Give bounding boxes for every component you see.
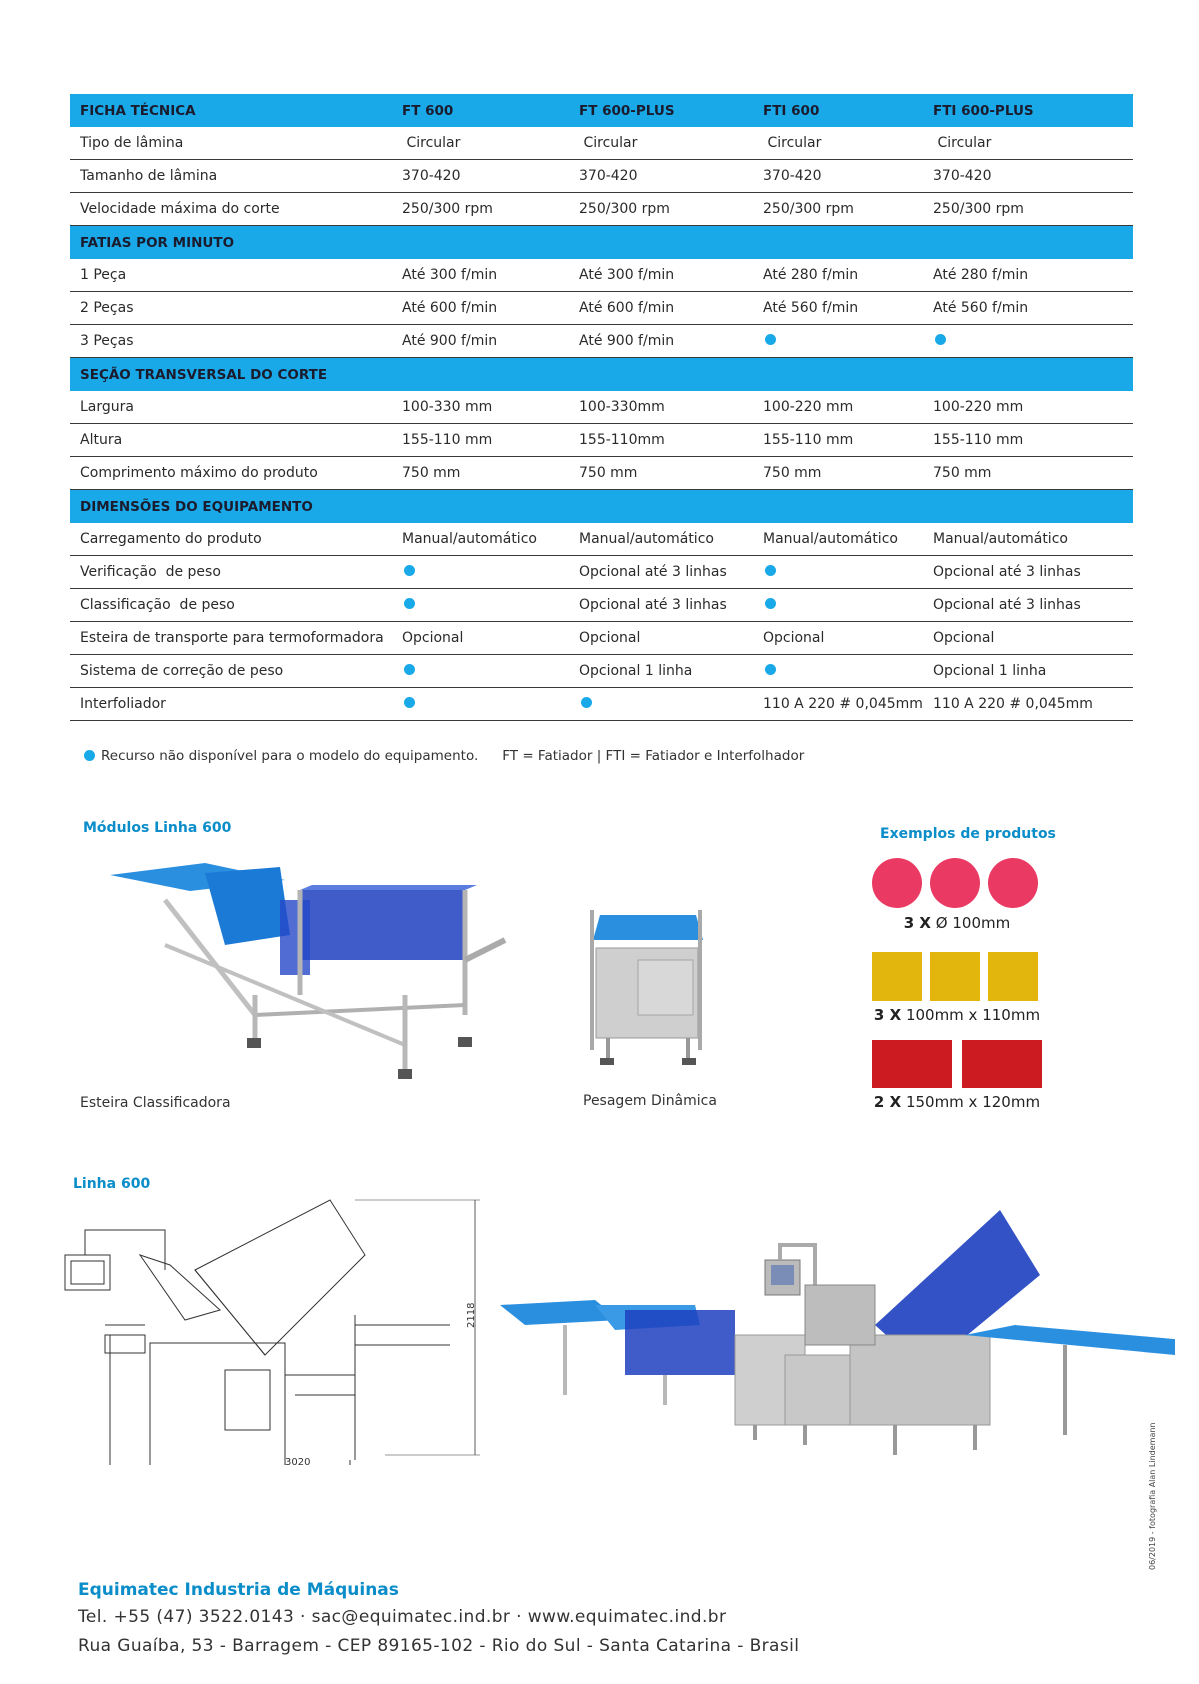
cell-value — [923, 688, 1133, 721]
column-header: FTI 600-PLUS — [923, 94, 1133, 127]
address-line: Rua Guaíba, 53 - Barragem - CEP 89165-102 - Rio do Sul - Santa Catarina - Brasil — [78, 1636, 800, 1656]
cell-value — [392, 523, 569, 556]
cell-text: Circular — [933, 135, 992, 151]
cell-text: Até 280 f/min — [763, 267, 859, 283]
section-header — [70, 94, 1133, 127]
product-label-rect — [857, 1093, 1057, 1111]
cell-value — [753, 655, 923, 688]
table-row — [70, 193, 1133, 226]
cell-text: 2 Peças — [80, 300, 134, 316]
product-round-2 — [930, 858, 980, 908]
header-spacer — [923, 358, 1133, 392]
cell-text: Opcional — [579, 630, 641, 646]
cell-text: Opcional — [402, 630, 464, 646]
line600-title: Linha 600 — [73, 1176, 151, 1192]
cell-text: Manual/automático — [579, 531, 714, 547]
cell-value — [923, 655, 1133, 688]
line600-technical-drawing — [55, 1195, 495, 1465]
spec-table — [70, 94, 1133, 721]
cell-value — [392, 325, 569, 358]
table-row — [70, 523, 1133, 556]
section-title: FICHA TÉCNICA — [70, 94, 392, 127]
table-row — [70, 259, 1133, 292]
table-row — [70, 325, 1133, 358]
cell-text: Circular — [402, 135, 461, 151]
cell-text: Manual/automático — [763, 531, 898, 547]
section-header — [70, 490, 1133, 524]
table-row — [70, 655, 1133, 688]
product-round-1 — [872, 858, 922, 908]
cell-text: 3 Peças — [80, 333, 134, 349]
cell-text: Largura — [80, 399, 134, 415]
cell-text: 750 mm — [402, 465, 461, 481]
header-spacer — [753, 490, 923, 524]
section-header — [70, 358, 1133, 392]
cell-text: Até 900 f/min — [579, 333, 675, 349]
cell-value — [923, 193, 1133, 226]
product-rect-1 — [872, 1040, 952, 1088]
unavailable-dot-icon — [765, 565, 776, 576]
cell-value — [923, 160, 1133, 193]
cell-value — [569, 292, 753, 325]
cell-value — [569, 622, 753, 655]
cell-text: 155-110 mm — [402, 432, 493, 448]
column-header: FT 600 — [392, 94, 569, 127]
cell-value — [392, 457, 569, 490]
cell-value — [392, 292, 569, 325]
header-spacer — [753, 358, 923, 392]
unavailable-dot-icon — [404, 565, 415, 576]
row-label — [70, 259, 392, 292]
header-spacer — [569, 226, 753, 260]
row-label — [70, 688, 392, 721]
caption-dynamic-weighing: Pesagem Dinâmica — [583, 1093, 717, 1109]
product-count: 3 X — [873, 1006, 902, 1024]
cell-value — [569, 655, 753, 688]
product-rect-2 — [962, 1040, 1042, 1088]
header-spacer — [753, 226, 923, 260]
cell-value — [392, 160, 569, 193]
cell-value — [392, 259, 569, 292]
table-row — [70, 391, 1133, 424]
cell-text: 155-110 mm — [763, 432, 854, 448]
cell-text: 750 mm — [933, 465, 992, 481]
cell-value — [923, 457, 1133, 490]
cell-value — [753, 160, 923, 193]
cell-text: 155-110 mm — [933, 432, 1024, 448]
unavailable-dot-icon — [404, 697, 415, 708]
table-row — [70, 127, 1133, 160]
cell-value — [923, 127, 1133, 160]
cell-value — [569, 160, 753, 193]
section-title: DIMENSÕES DO EQUIPAMENTO — [70, 490, 392, 524]
row-label — [70, 127, 392, 160]
product-count: 2 X — [873, 1093, 902, 1111]
cell-value — [923, 391, 1133, 424]
column-header: FTI 600 — [753, 94, 923, 127]
cell-value — [569, 457, 753, 490]
cell-value — [392, 556, 569, 589]
cell-value — [392, 391, 569, 424]
table-row — [70, 457, 1133, 490]
product-square-2 — [930, 952, 980, 1001]
cell-text: Sistema de correção de peso — [80, 663, 284, 679]
cell-text: Circular — [579, 135, 638, 151]
cell-value — [569, 523, 753, 556]
cell-text: 370-420 — [402, 168, 461, 184]
cell-text: Opcional até 3 linhas — [579, 564, 727, 580]
cell-text: 250/300 rpm — [402, 201, 493, 217]
cell-value — [753, 523, 923, 556]
cell-text: 110 A 220 # 0,045mm — [933, 696, 1093, 712]
section-title: SEÇÃO TRANSVERSAL DO CORTE — [70, 358, 392, 392]
product-round-3 — [988, 858, 1038, 908]
cell-text: Opcional até 3 linhas — [579, 597, 727, 613]
cell-value — [753, 622, 923, 655]
cell-value — [569, 325, 753, 358]
cell-value — [392, 424, 569, 457]
unavailable-dot-icon — [404, 664, 415, 675]
cell-value — [392, 193, 569, 226]
cell-text: Até 600 f/min — [402, 300, 498, 316]
cell-value — [923, 325, 1133, 358]
cell-value — [753, 193, 923, 226]
cell-text: Até 560 f/min — [933, 300, 1029, 316]
cell-text: Opcional 1 linha — [933, 663, 1047, 679]
row-label — [70, 523, 392, 556]
row-label — [70, 325, 392, 358]
cell-text: Circular — [763, 135, 822, 151]
photo-credit: 06/2019 - fotografia Alan Lindemann — [1148, 1422, 1157, 1570]
header-spacer — [392, 226, 569, 260]
cell-text: 100-220 mm — [933, 399, 1024, 415]
row-label — [70, 424, 392, 457]
cell-value — [753, 424, 923, 457]
cell-text: Esteira de transporte para termoformadora — [80, 630, 384, 646]
cell-text: Classificação de peso — [80, 597, 235, 613]
cell-value — [569, 589, 753, 622]
row-label — [70, 556, 392, 589]
cell-text: Velocidade máxima do corte — [80, 201, 280, 217]
row-label — [70, 193, 392, 226]
cell-value — [392, 622, 569, 655]
cell-text: 750 mm — [579, 465, 638, 481]
cell-text: Opcional 1 linha — [579, 663, 693, 679]
table-row — [70, 292, 1133, 325]
cell-value — [923, 556, 1133, 589]
section-title: FATIAS POR MINUTO — [70, 226, 392, 260]
header-spacer — [569, 358, 753, 392]
cell-text: Até 900 f/min — [402, 333, 498, 349]
row-label — [70, 622, 392, 655]
cell-value — [569, 259, 753, 292]
cell-value — [753, 589, 923, 622]
column-header: FT 600-PLUS — [569, 94, 753, 127]
modules-title: Módulos Linha 600 — [83, 820, 232, 836]
cell-value — [569, 424, 753, 457]
cell-value — [753, 391, 923, 424]
cell-text: 370-420 — [579, 168, 638, 184]
unavailable-dot-icon — [765, 334, 776, 345]
cell-text: Até 300 f/min — [579, 267, 675, 283]
header-spacer — [392, 490, 569, 524]
product-square-3 — [988, 952, 1038, 1001]
product-label-round — [857, 914, 1057, 932]
cell-value — [392, 688, 569, 721]
cell-text: 250/300 rpm — [933, 201, 1024, 217]
cell-value — [569, 688, 753, 721]
row-label — [70, 391, 392, 424]
unavailable-dot-icon — [404, 598, 415, 609]
line600-photo — [495, 1195, 1175, 1465]
cell-value — [753, 127, 923, 160]
row-label — [70, 457, 392, 490]
cell-text: Até 280 f/min — [933, 267, 1029, 283]
cell-text: 1 Peça — [80, 267, 127, 283]
cell-value — [923, 523, 1133, 556]
row-label — [70, 160, 392, 193]
unavailable-dot-icon — [84, 750, 95, 761]
cell-text: 370-420 — [763, 168, 822, 184]
cell-value — [923, 424, 1133, 457]
product-label-square — [857, 1006, 1057, 1024]
cell-value — [923, 622, 1133, 655]
cell-value — [392, 127, 569, 160]
cell-value — [923, 589, 1133, 622]
cell-value — [753, 292, 923, 325]
product-count: 3 X — [903, 914, 931, 932]
cell-value — [753, 457, 923, 490]
cell-value — [569, 127, 753, 160]
cell-value — [923, 259, 1133, 292]
cell-text: 100-330 mm — [402, 399, 493, 415]
dimension-height: 2118 — [466, 1302, 477, 1328]
cell-text: Manual/automático — [933, 531, 1068, 547]
product-size: 150mm x 120mm — [905, 1093, 1041, 1111]
header-spacer — [569, 490, 753, 524]
product-size: 100mm — [947, 914, 1011, 932]
cell-value — [753, 556, 923, 589]
unavailable-dot-icon — [935, 334, 946, 345]
cell-text: 750 mm — [763, 465, 822, 481]
unavailable-dot-icon — [765, 664, 776, 675]
cell-value — [923, 292, 1133, 325]
table-row — [70, 160, 1133, 193]
table-row — [70, 622, 1133, 655]
table-row — [70, 688, 1133, 721]
cell-value — [753, 325, 923, 358]
cell-text: Até 600 f/min — [579, 300, 675, 316]
cell-text: Carregamento do produto — [80, 531, 262, 547]
cell-value — [753, 688, 923, 721]
unavailable-dot-icon — [581, 697, 592, 708]
row-label — [70, 655, 392, 688]
cell-text: Comprimento máximo do produto — [80, 465, 318, 481]
cell-text: Até 560 f/min — [763, 300, 859, 316]
header-spacer — [392, 358, 569, 392]
cell-value — [392, 589, 569, 622]
table-row — [70, 556, 1133, 589]
cell-value — [753, 259, 923, 292]
row-label — [70, 292, 392, 325]
caption-sorting-conveyor: Esteira Classificadora — [80, 1095, 231, 1111]
product-square-1 — [872, 952, 922, 1001]
cell-text: Opcional — [763, 630, 825, 646]
cell-value — [569, 556, 753, 589]
cell-text: Tipo de lâmina — [80, 135, 184, 151]
cell-value — [569, 391, 753, 424]
cell-value — [569, 193, 753, 226]
cell-text: 100-220 mm — [763, 399, 854, 415]
dynamic-weighing-image — [588, 900, 713, 1070]
section-header — [70, 226, 1133, 260]
legend — [82, 748, 804, 764]
company-name: Equimatec Industria de Máquinas — [78, 1580, 399, 1600]
diameter-symbol: Ø — [935, 914, 948, 932]
cell-text: 370-420 — [933, 168, 992, 184]
cell-text: Até 300 f/min — [402, 267, 498, 283]
legend-text: Recurso não disponível para o modelo do equipamento. — [101, 748, 479, 764]
cell-text: 110 A 220 # 0,045mm — [763, 696, 923, 712]
cell-text: Altura — [80, 432, 123, 448]
cell-text: Interfoliador — [80, 696, 166, 712]
cell-text: Manual/automático — [402, 531, 537, 547]
cell-text: 100-330mm — [579, 399, 665, 415]
contact-line: Tel. +55 (47) 3522.0143 · sac@equimatec.ind.br · www.equimatec.ind.br — [78, 1607, 727, 1627]
cell-text: Opcional até 3 linhas — [933, 564, 1081, 580]
table-row — [70, 589, 1133, 622]
legend-abbreviations: FT = Fatiador | FTI = Fatiador e Interfolhador — [502, 748, 805, 764]
sorting-conveyor-image — [105, 855, 515, 1085]
cell-text: 155-110mm — [579, 432, 665, 448]
cell-text: Opcional até 3 linhas — [933, 597, 1081, 613]
product-size: 100mm x 110mm — [905, 1006, 1041, 1024]
header-spacer — [923, 226, 1133, 260]
cell-text: Verificação de peso — [80, 564, 221, 580]
header-spacer — [923, 490, 1133, 524]
cell-text: 250/300 rpm — [763, 201, 854, 217]
unavailable-dot-icon — [765, 598, 776, 609]
row-label — [70, 589, 392, 622]
cell-text: Opcional — [933, 630, 995, 646]
cell-value — [392, 655, 569, 688]
products-title: Exemplos de produtos — [880, 826, 1056, 842]
dimension-width: 3020 — [285, 1457, 311, 1468]
table-row — [70, 424, 1133, 457]
cell-text: Tamanho de lâmina — [80, 168, 218, 184]
cell-text: 250/300 rpm — [579, 201, 670, 217]
